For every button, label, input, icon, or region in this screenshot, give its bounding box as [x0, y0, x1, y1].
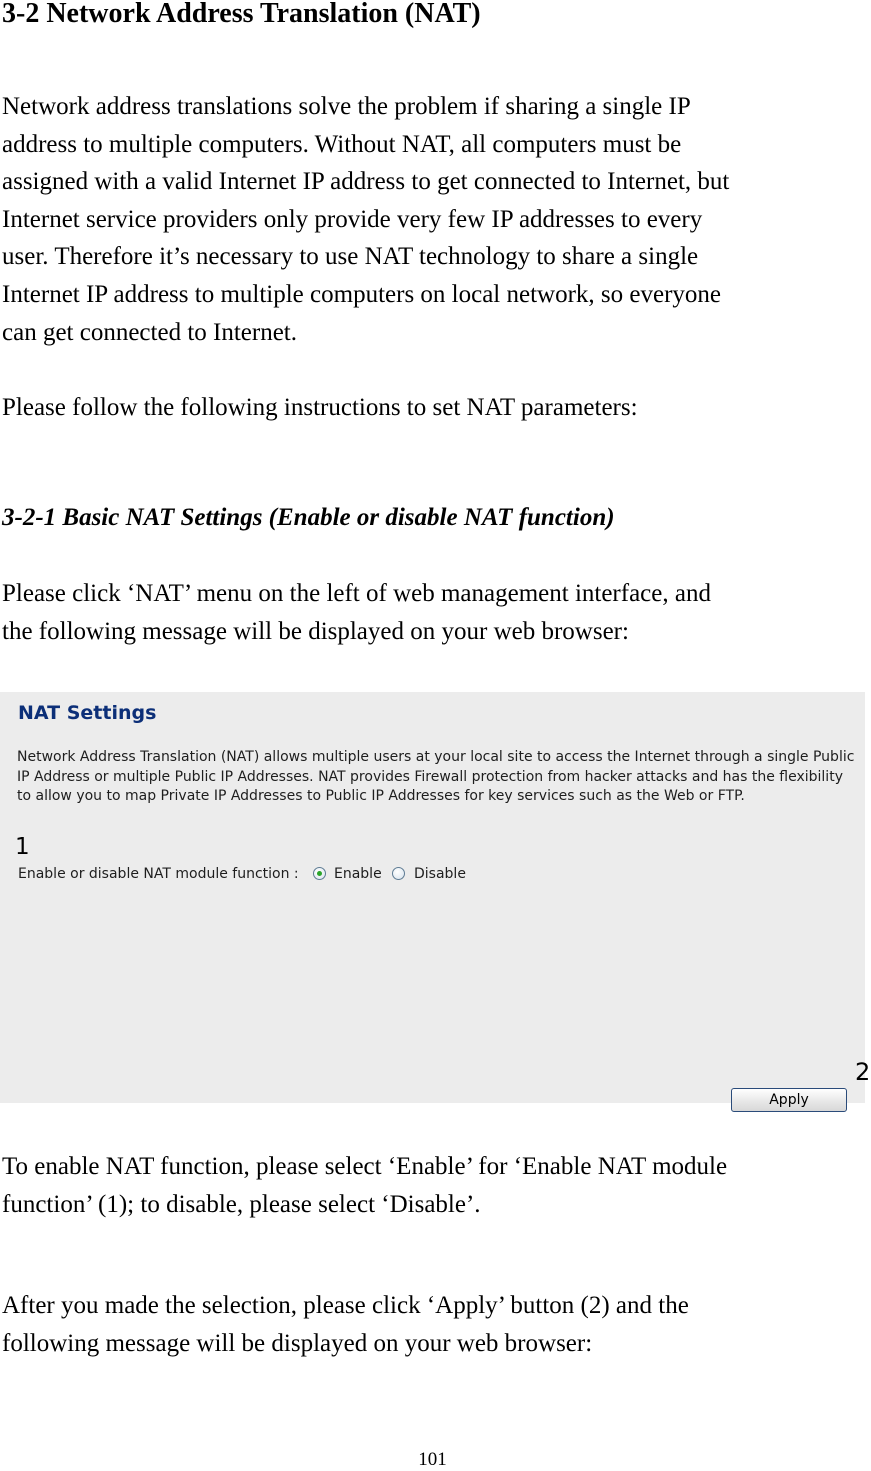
- instructions-text: Please follow the following instructions to set NAT parameters:: [2, 394, 638, 421]
- enable-line: To enable NAT function, please select ‘Enable’ for ‘Enable NAT module: [2, 1153, 728, 1180]
- intro-line: can get connected to Internet.: [2, 318, 297, 346]
- enable-radio[interactable]: [313, 867, 326, 880]
- intro-line: Internet service providers only provide very few IP addresses to every: [2, 205, 703, 233]
- nat-module-label: Enable or disable NAT module function :: [18, 866, 299, 882]
- nat-settings-description: [17, 748, 854, 807]
- nat-settings-title: NAT Settings: [18, 702, 157, 724]
- nat-settings-screenshot: [0, 692, 865, 1108]
- description-line: Network Address Translation (NAT) allows multiple users at your local site to access the Internet through a single Public: [17, 749, 855, 765]
- after-line: following message will be displayed on your web browser:: [2, 1329, 593, 1357]
- intro-line: Internet IP address to multiple computers on local network, so everyone: [2, 280, 722, 308]
- intro-line: address to multiple computers. Without NAT, all computers must be: [2, 130, 682, 158]
- click-line: the following message will be displayed on your web browser:: [2, 617, 629, 645]
- enable-line: function’ (1); to disable, please select ‘Disable’.: [2, 1190, 481, 1218]
- after-line: After you made the selection, please click ‘Apply’ button (2) and the: [2, 1292, 689, 1319]
- enable-paragraph: [2, 1148, 862, 1223]
- description-line: IP Address or multiple Public IP Addresses. NAT provides Firewall protection from hacker attacks and has the flexibility: [17, 768, 843, 785]
- page-number: 101: [418, 1449, 447, 1470]
- intro-paragraph: [2, 88, 862, 351]
- apply-button[interactable]: Apply: [731, 1088, 847, 1112]
- after-paragraph: [2, 1287, 862, 1362]
- callout-1: 1: [15, 834, 30, 860]
- click-line: Please click ‘NAT’ menu on the left of web management interface, and: [2, 580, 711, 607]
- intro-line: user. Therefore it’s necessary to use NAT technology to share a single: [2, 243, 699, 271]
- description-line: to allow you to map Private IP Addresses to Public IP Addresses for key services such as the Web or FTP.: [17, 788, 745, 804]
- subsection-title: 3-2-1 Basic NAT Settings (Enable or disable NAT function): [2, 504, 615, 531]
- click-paragraph: [2, 575, 862, 650]
- enable-option-label[interactable]: Enable: [334, 866, 382, 882]
- intro-line: assigned with a valid Internet IP address to get connected to Internet, but: [2, 168, 730, 196]
- section-title: 3-2 Network Address Translation (NAT): [2, 0, 481, 29]
- callout-2: 2: [855, 1058, 871, 1086]
- disable-radio[interactable]: [392, 867, 405, 880]
- disable-option-label[interactable]: Disable: [414, 866, 466, 882]
- instructions-line: [2, 389, 862, 427]
- intro-line: Network address translations solve the problem if sharing a single IP: [2, 93, 691, 120]
